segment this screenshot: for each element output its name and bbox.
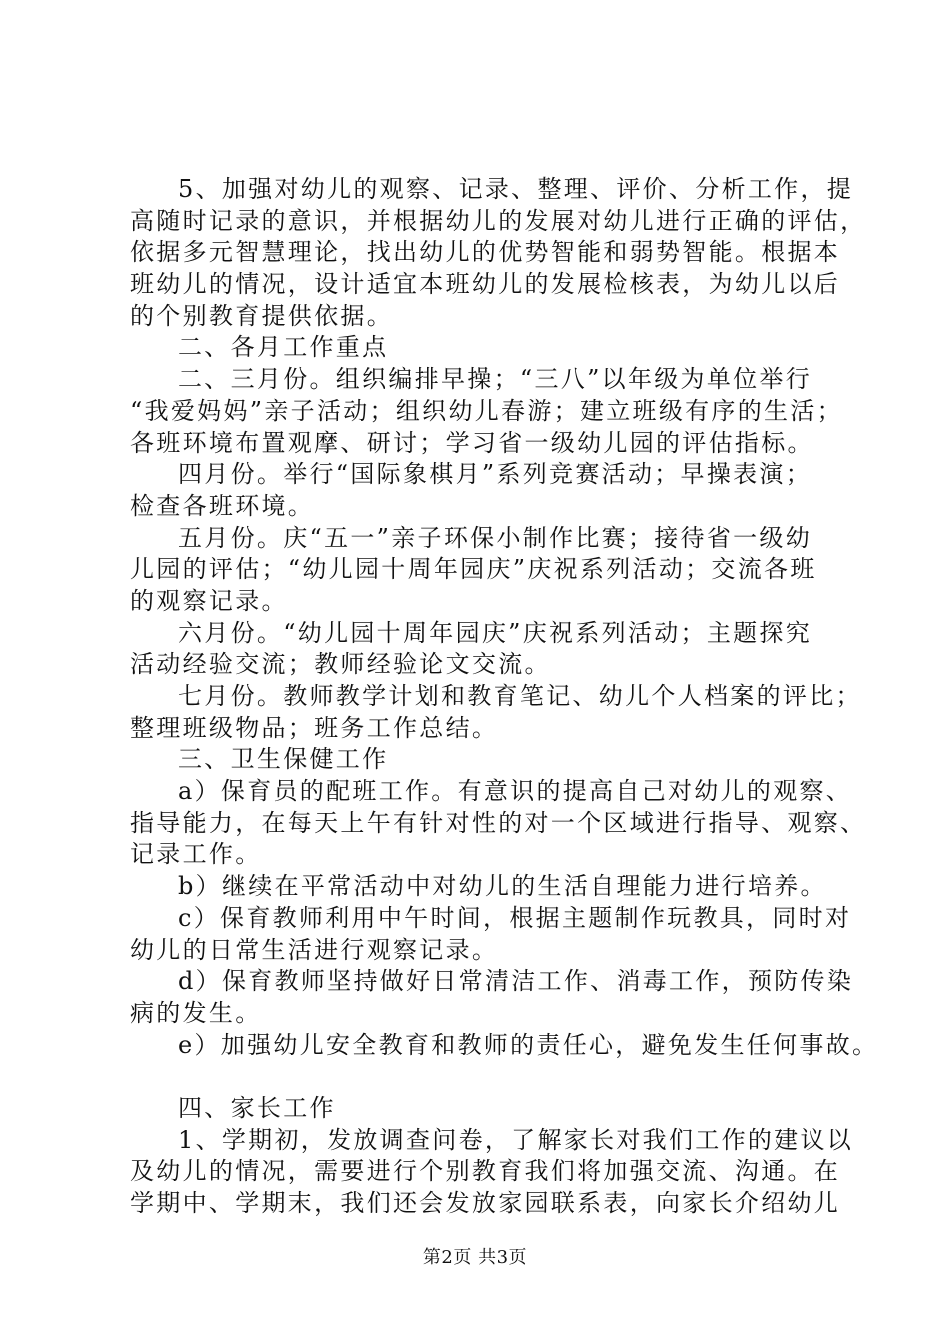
text-line: 幼儿的日常生活进行观察记录。 — [130, 935, 499, 964]
text-line: 六月份。“幼儿园十周年园庆”庆祝系列活动；主题探究 — [178, 618, 813, 647]
text-line: 三、卫生保健工作 — [178, 745, 389, 774]
text-line: “我爱妈妈”亲子活动；组织幼儿春游；建立班级有序的生活； — [130, 396, 843, 425]
text-line: 二、三月份。组织编排早操；“三八”以年级为单位举行 — [178, 365, 813, 394]
text-line: 高随时记录的意识，并根据幼儿的发展对幼儿进行正确的评估， — [130, 206, 867, 235]
text-line: 整理班级物品；班务工作总结。 — [130, 713, 499, 742]
text-line: 五月份。庆“五一”亲子环保小制作比赛；接待省一级幼 — [178, 523, 813, 552]
text-line: 学期中、学期末，我们还会发放家园联系表，向家长介绍幼儿 — [130, 1189, 841, 1217]
text-line: 二、各月工作重点 — [178, 333, 389, 362]
text-line: e）加强幼儿安全教育和教师的责任心，避免发生任何事故。 — [178, 1030, 879, 1059]
text-line: b）继续在平常活动中对幼儿的生活自理能力进行培养。 — [178, 872, 827, 901]
text-line: 活动经验交流；教师经验论文交流。 — [130, 650, 551, 679]
text-line: 四月份。举行“国际象棋月”系列竞赛活动；早操表演； — [178, 460, 813, 489]
text-line: a）保育员的配班工作。有意识的提高自己对幼儿的观察、 — [178, 777, 853, 806]
text-line: 及幼儿的情况，需要进行个别教育我们将加强交流、沟通。在 — [130, 1157, 841, 1186]
text-line: 儿园的评估；“幼儿园十周年园庆”庆祝系列活动；交流各班 — [130, 555, 817, 584]
text-line: 检查各班环境。 — [130, 491, 315, 520]
text-line: 七月份。教师教学计划和教育笔记、幼儿个人档案的评比； — [178, 682, 862, 710]
text-line: 各班环境布置观摩、研讨；学习省一级幼儿园的评估指标。 — [130, 428, 814, 457]
text-line: 四、家长工作 — [178, 1093, 336, 1122]
text-line: 5、加强对幼儿的观察、记录、整理、评价、分析工作，提 — [178, 175, 854, 203]
text-line: c）保育教师利用中午时间，根据主题制作玩教具，同时对 — [178, 903, 852, 932]
text-line: 记录工作。 — [130, 840, 262, 869]
blank-line — [130, 1061, 850, 1093]
text-line: 病的发生。 — [130, 998, 262, 1027]
text-line: 依据多元智慧理论，找出幼儿的优势智能和弱势智能。根据本 — [130, 238, 841, 267]
document-body — [130, 174, 879, 1220]
text-line: 的个别教育提供依据。 — [130, 301, 393, 330]
text-line: d）保育教师坚持做好日常清洁工作、消毒工作，预防传染 — [178, 967, 854, 996]
text-line: 1、学期初，发放调查问卷，了解家长对我们工作的建议以 — [178, 1125, 854, 1154]
text-line: 班幼儿的情况，设计适宜本班幼儿的发展检核表，为幼儿以后 — [130, 270, 841, 299]
page-footer: 第2页 共3页 — [422, 1247, 528, 1268]
text-line: 的观察记录。 — [130, 586, 288, 615]
text-line: 指导能力，在每天上午有针对性的对一个区域进行指导、观察、 — [130, 808, 867, 837]
